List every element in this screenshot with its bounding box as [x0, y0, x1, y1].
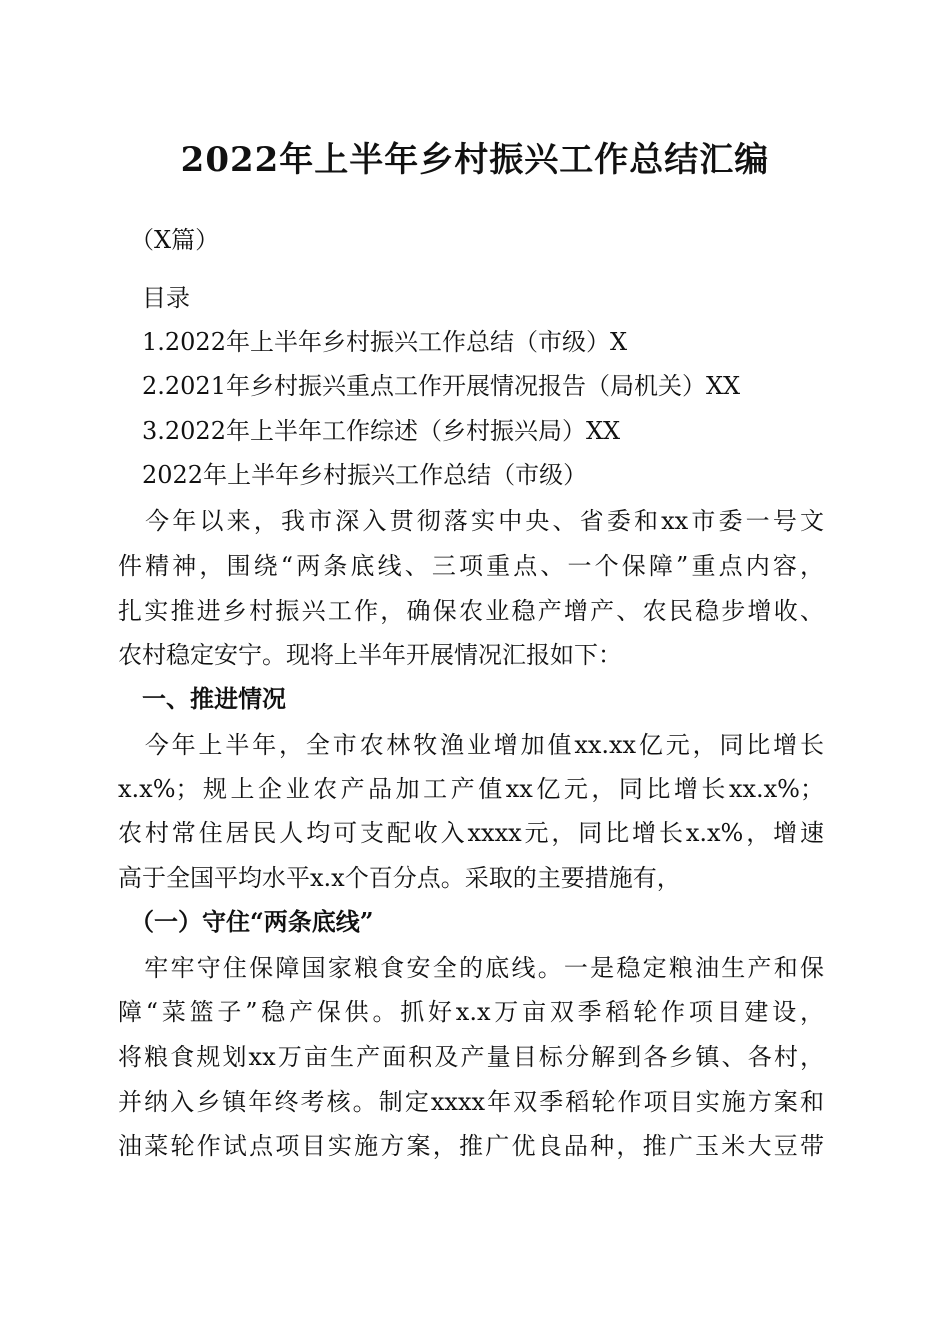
- body-line: 扎实推进乡村振兴工作，确保农业稳产增产、农民稳步增收、: [118, 597, 824, 625]
- document-title: 2022年上半年乡村振兴工作总结汇编: [180, 140, 770, 180]
- toc-count-line: （X篇）: [118, 226, 220, 254]
- toc-heading: 目录: [118, 284, 190, 312]
- heading-2: （一）守住“两条底线”: [118, 907, 374, 936]
- body-line: 并纳入乡镇年终考核。制定xxxx年双季稻轮作项目实施方案和: [118, 1088, 824, 1116]
- body-line: 今年以来，我市深入贯彻落实中央、省委和xx市委一号文: [118, 507, 824, 535]
- body-line: 件精神，围绕“两条底线、三项重点、一个保障”重点内容，: [118, 552, 824, 580]
- body-line: 今年上半年，全市农林牧渔业增加值xx.xx亿元，同比增长: [118, 731, 824, 759]
- toc-item-2: 2.2021年乡村振兴重点工作开展情况报告（局机关）XX: [118, 372, 741, 400]
- body-line: 高于全国平均水平x.x个百分点。采取的主要措施有，: [118, 864, 681, 892]
- body-line: x.x%；规上企业农产品加工产值xx亿元，同比增长xx.x%；: [118, 775, 824, 803]
- body-line: 农村常住居民人均可支配收入xxxx元，同比增长x.x%，增速: [118, 819, 824, 847]
- heading-1: 一、推进情况: [118, 684, 286, 713]
- toc-item-1: 1.2022年上半年乡村振兴工作总结（市级）X: [118, 328, 628, 356]
- toc-item-3: 3.2022年上半年工作综述（乡村振兴局）XX: [118, 417, 621, 445]
- body-line: 障“菜篮子”稳产保供。抓好x.x万亩双季稻轮作项目建设，: [118, 998, 824, 1026]
- body-line: 油菜轮作试点项目实施方案，推广优良品种，推广玉米大豆带: [118, 1132, 824, 1160]
- body-line: 牢牢守住保障国家粮食安全的底线。一是稳定粮油生产和保: [118, 954, 824, 982]
- body-line: 农村稳定安宁。现将上半年开展情况汇报如下：: [118, 641, 622, 669]
- body-line: 将粮食规划xx万亩生产面积及产量目标分解到各乡镇、各村，: [118, 1043, 824, 1071]
- section-title: 2022年上半年乡村振兴工作总结（市级）: [118, 461, 588, 489]
